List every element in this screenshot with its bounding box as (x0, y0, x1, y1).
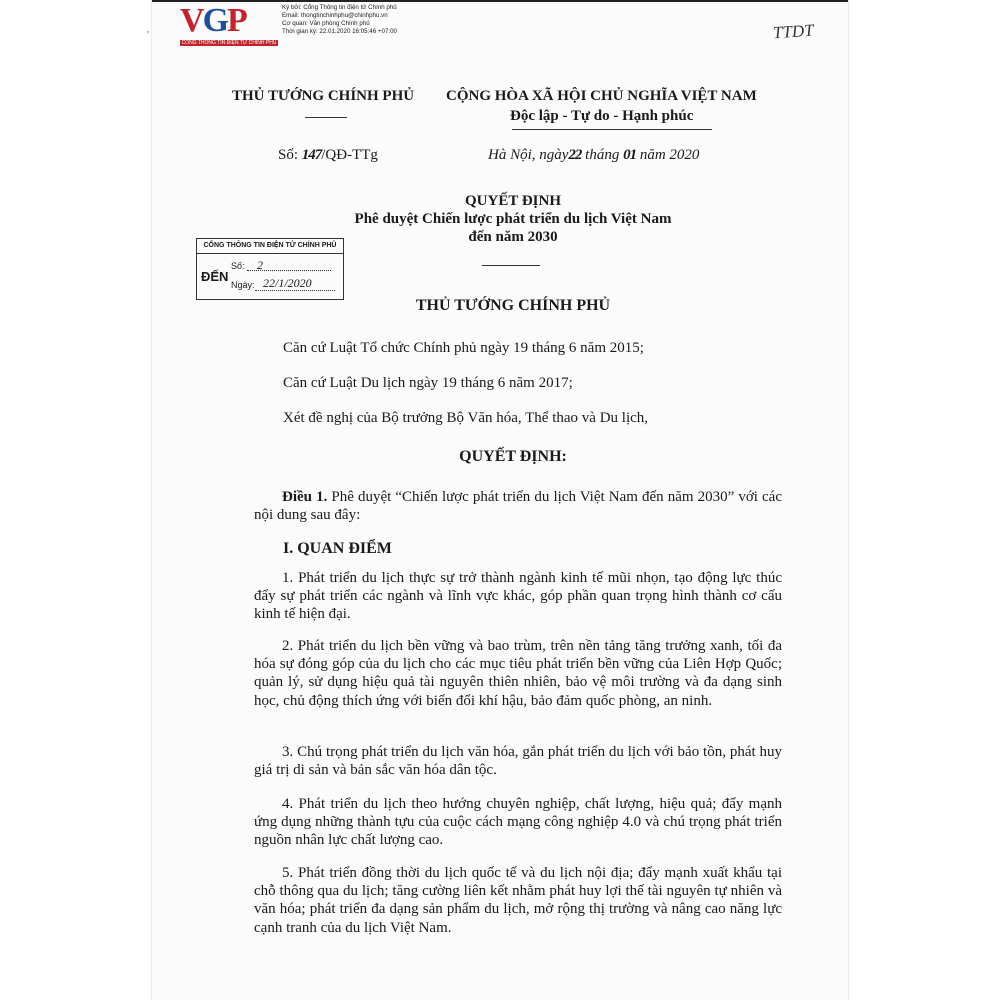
national-motto: Độc lập - Tự do - Hạnh phúc (510, 108, 694, 124)
vgp-logo: VGP (180, 2, 246, 39)
decision-heading: QUYẾT ĐỊNH: (459, 448, 567, 465)
signature-line: Email: thongtinchinhphu@chinhphu.vn (282, 12, 388, 19)
document-subject: Phê duyệt Chiến lược phát triển du lịch Việt Nam (354, 211, 672, 227)
place-and-date: Hà Nội, ngày22 tháng 01 năm 2020 (488, 147, 700, 163)
stamp-number-value: 2 (257, 258, 263, 272)
legal-basis-item: Căn cứ Luật Tổ chức Chính phủ ngày 19 tháng 6 năm 2015; (283, 340, 644, 356)
stamp-dotted-line (255, 290, 335, 291)
article-1 (254, 488, 782, 524)
document-number: Số: 147/QĐ-TTg (278, 147, 378, 163)
section-heading: I. QUAN ĐIỂM (283, 540, 392, 557)
point-item: 1. Phát triển du lịch thực sự trở thành ngành kinh tế mũi nhọn, tạo động lực thúc đẩy sự phát triển các ngành và lĩnh vực khác, góp phần quan trọng hình thành cơ cấu kinh tế hiện đại. (254, 570, 782, 623)
stamp-date-value: 22/1/2020 (263, 276, 312, 290)
legal-basis-item: Căn cứ Luật Du lịch ngày 19 tháng 6 năm 2017; (283, 375, 573, 391)
vgp-logo-tagline: CỔNG THÔNG TIN ĐIỆN TỬ CHÍNH PHỦ (181, 40, 277, 46)
handwritten-day: 22 (568, 147, 582, 163)
issuer-heading: THỦ TƯỚNG CHÍNH PHỦ (415, 297, 611, 314)
divider (512, 129, 712, 130)
article-text: Phê duyệt “Chiến lược phát triển du lịch Việt Nam đến năm 2030” với các nội dung sau đây: (254, 489, 783, 524)
document-type: QUYẾT ĐỊNH (465, 193, 561, 209)
national-title: CỘNG HÒA XÃ HỘI CHỦ NGHĨA VIỆT NAM (446, 88, 757, 104)
article-label: Điều 1. (282, 489, 328, 505)
point-item: 5. Phát triển đồng thời du lịch quốc tế và du lịch nội địa; đẩy mạnh xuất khẩu tại chỗ thông qua du lịch; tăng cường liên kết nhằm phát huy lợi thế tài nguyên tự nhiên và văn hóa; phát triển đa dạng sản phẩm du lịch, mở rộng thị trường và nâng cao năng lực cạnh tranh của du lịch Việt Nam. (254, 865, 782, 936)
issuing-authority: THỦ TƯỚNG CHÍNH PHỦ (232, 88, 415, 104)
document-subject-cont: đến năm 2030 (468, 229, 558, 245)
divider (305, 117, 347, 118)
stamp-den-label: ĐẾN (201, 269, 229, 284)
signature-line: Ký bởi: Cổng Thông tin điện tử Chính phủ (282, 4, 397, 11)
point-item: 3. Chú trọng phát triển du lịch văn hóa, gắn phát triển du lịch với bảo tồn, phát huy giá trị di sản và bản sắc văn hóa dân tộc. (254, 744, 782, 779)
page-top-edge (152, 0, 848, 2)
stamp-dotted-line (247, 270, 331, 271)
stamp-title: CỔNG THÔNG TIN ĐIỆN TỬ CHÍNH PHỦ (197, 239, 343, 254)
stamp-date-label: Ngày: (231, 280, 255, 290)
handwritten-initials: TTDT (772, 20, 815, 43)
handwritten-month: 01 (623, 147, 637, 163)
scan-mark: ' (147, 30, 149, 41)
received-stamp (196, 238, 344, 300)
divider (482, 265, 540, 266)
point-item: 2. Phát triển du lịch bền vững và bao trùm, trên nền tảng tăng trưởng xanh, tối đa hóa sự đóng góp của du lịch cho các mục tiêu phát triển bền vững của Liên Hợp Quốc; quản lý, sử dụng hiệu quả tài nguyên thiên nhiên, bảo vệ môi trường và đa dạng sinh học, chủ động thích ứng với biến đổi khí hậu, bảo đảm quốc phòng, an ninh. (254, 638, 782, 709)
point-item: 4. Phát triển du lịch theo hướng chuyên nghiệp, chất lượng, hiệu quả; đẩy mạnh ứng dụng những thành tựu của cuộc cách mạng công nghiệp 4.0 và chú trọng phát triển nguồn nhân lực chất lượng cao. (254, 796, 782, 849)
digital-signature-info (282, 4, 397, 36)
stamp-number-label: Số: (231, 261, 245, 271)
signature-line: Cơ quan: Văn phòng Chính phủ (282, 20, 370, 27)
signature-line: Thời gian ký: 22.01.2020 16:05:46 +07:00 (282, 28, 398, 35)
legal-basis-item: Xét đề nghị của Bộ trưởng Bộ Văn hóa, Thể thao và Du lịch, (283, 410, 649, 426)
handwritten-number: 147 (301, 147, 322, 163)
